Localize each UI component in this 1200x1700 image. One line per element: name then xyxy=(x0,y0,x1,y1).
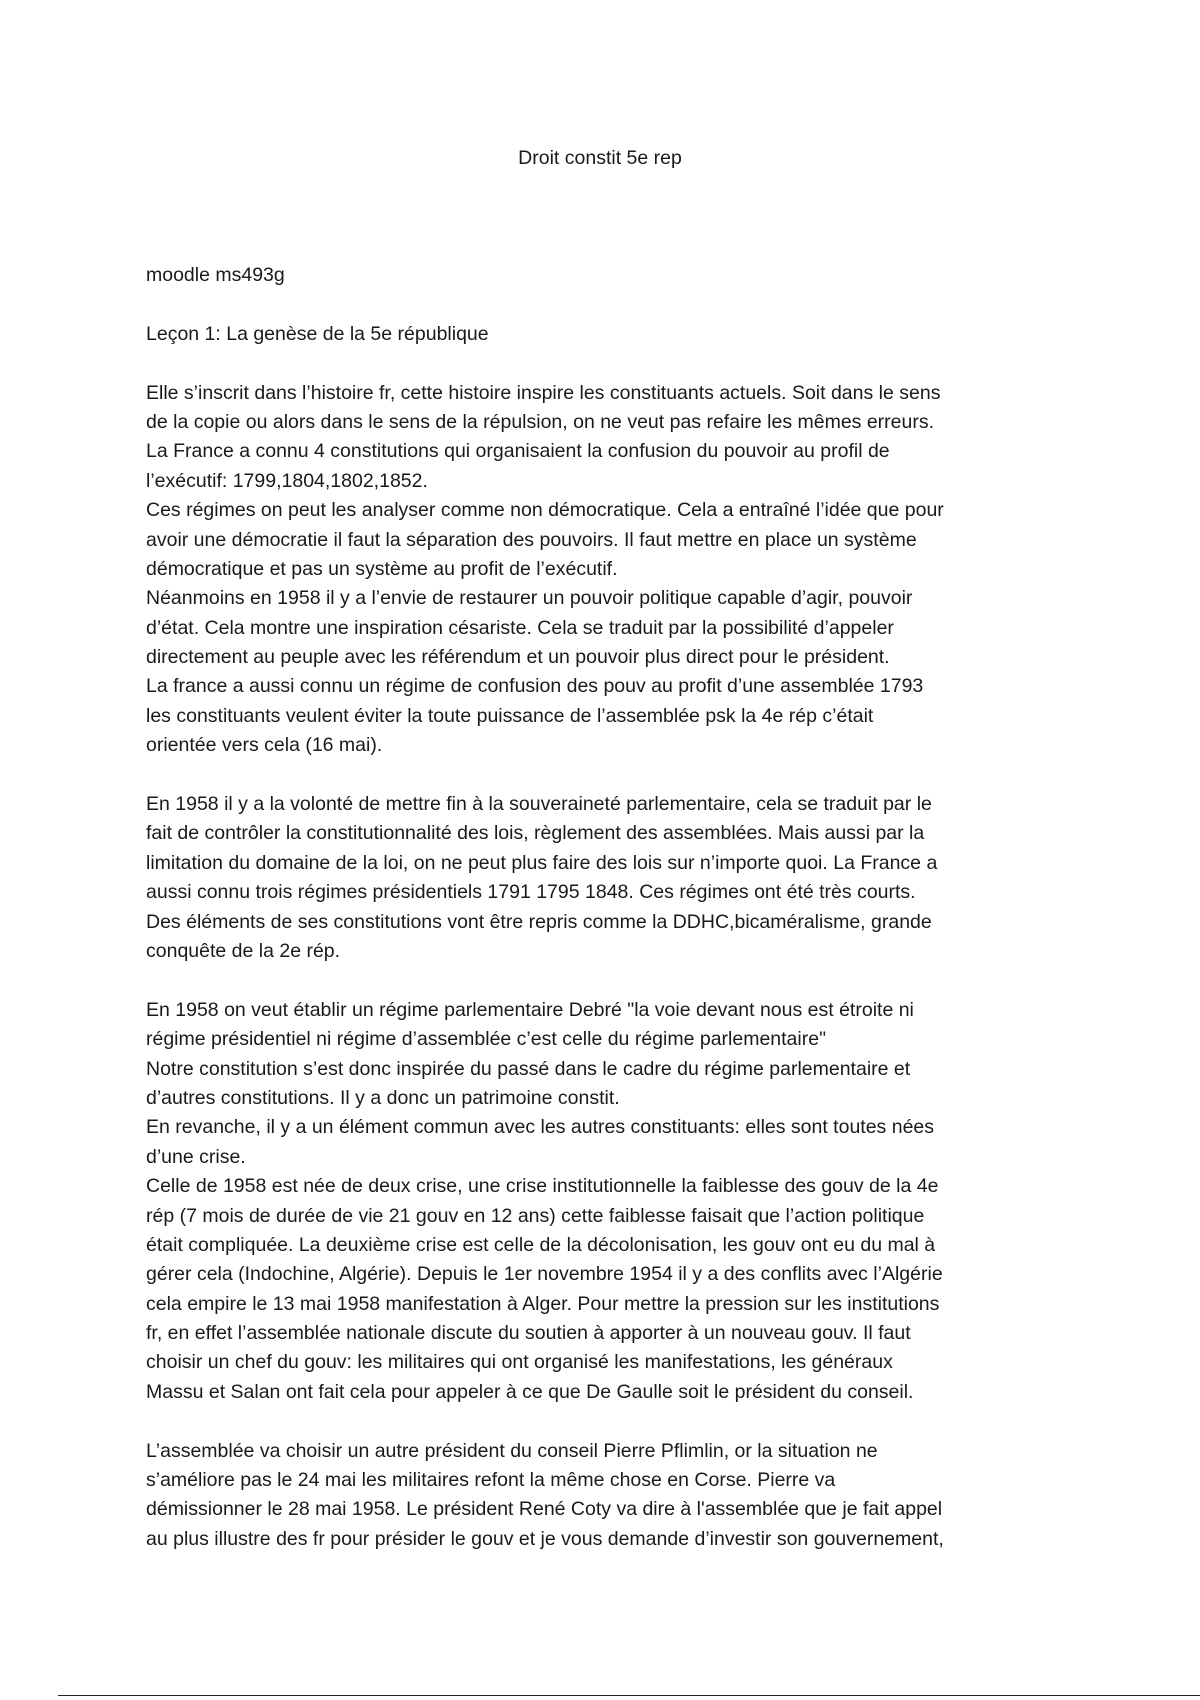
text-line: cela empire le 13 mai 1958 manifestation à Alger. Pour mettre la pression sur les institutions xyxy=(146,1292,940,1315)
text-line: d’une crise. xyxy=(146,1145,246,1168)
text-line: l’exécutif: 1799,1804,1802,1852. xyxy=(146,469,428,492)
text-line: d’autres constitutions. Il y a donc un patrimoine constit. xyxy=(146,1086,620,1109)
text-line: En 1958 il y a la volonté de mettre fin à la souveraineté parlementaire, cela se traduit par le xyxy=(146,793,932,816)
text-line: Des éléments de ses constitutions vont être repris comme la DDHC,bicaméralisme, grande xyxy=(146,910,932,933)
text-line: de la copie ou alors dans le sens de la répulsion, on ne veut pas refaire les mêmes erreurs. xyxy=(146,410,935,433)
paragraph-gap xyxy=(146,966,1076,995)
paragraph-gap xyxy=(146,761,1076,790)
paragraph-gap xyxy=(146,349,1076,378)
text-line: La france a aussi connu un régime de confusion des pouv au profit d’une assemblée 1793 xyxy=(146,675,924,698)
text-line: Ces régimes on peut les analyser comme non démocratique. Cela a entraîné l’idée que pour xyxy=(146,499,944,522)
text-line: démocratique et pas un système au profit de l’exécutif. xyxy=(146,557,618,580)
text-line: orientée vers cela (16 mai). xyxy=(146,734,383,757)
text-line: directement au peuple avec les référendum et un pouvoir plus direct pour le président. xyxy=(146,646,890,669)
text-line: fr, en effet l’assemblée nationale discute du soutien à apporter à un nouveau gouv. Il faut xyxy=(146,1322,911,1345)
text-line: aussi connu trois régimes présidentiels 1791 1795 1848. Ces régimes ont été très courts. xyxy=(146,881,916,904)
text-line: choisir un chef du gouv: les militaires qui ont organisé les manifestations, les généraux xyxy=(146,1351,893,1374)
paragraph-gap xyxy=(146,1407,1076,1436)
text-line: démissionner le 28 mai 1958. Le président René Coty va dire à l'assemblée que je fait appel xyxy=(146,1498,943,1521)
paragraph xyxy=(146,1437,1076,1555)
text-line: était compliquée. La deuxième crise est celle de la décolonisation, les gouv ont eu du mal à xyxy=(146,1233,936,1256)
text-line: Massu et Salan ont fait cela pour appeler à ce que De Gaulle soit le président du conseil. xyxy=(146,1380,914,1403)
page-divider xyxy=(58,1695,1200,1696)
text-line: L’assemblée va choisir un autre président du conseil Pierre Pflimlin, or la situation ne xyxy=(146,1439,878,1462)
text-line: Leçon 1: La genèse de la 5e république xyxy=(146,322,489,345)
text-line: La France a connu 4 constitutions qui organisaient la confusion du pouvoir au profil de xyxy=(146,440,890,463)
text-line: Celle de 1958 est née de deux crise, une crise institutionnelle la faiblesse des gouv de la 4e xyxy=(146,1175,939,1198)
text-line: fait de contrôler la constitutionnalité des lois, règlement des assemblées. Mais aussi par la xyxy=(146,822,925,845)
text-line: moodle ms493g xyxy=(146,264,285,286)
text-line: régime présidentiel ni régime d’assemblée c’est celle du régime parlementaire" xyxy=(146,1028,826,1051)
text-line: limitation du domaine de la loi, on ne peut plus faire des lois sur n’importe quoi. La France a xyxy=(146,851,938,874)
paragraph xyxy=(146,320,1076,349)
paragraph xyxy=(146,996,1076,1407)
paragraph xyxy=(146,261,1076,290)
text-line: avoir une démocratie il faut la séparation des pouvoirs. Il faut mettre en place un système xyxy=(146,528,917,551)
paragraph-gap xyxy=(146,290,1076,319)
page-title: Droit constit 5e rep xyxy=(518,147,682,169)
text-line: conquête de la 2e rép. xyxy=(146,939,341,962)
text-line: Notre constitution s’est donc inspirée du passé dans le cadre du régime parlementaire et xyxy=(146,1057,911,1080)
text-line: gérer cela (Indochine, Algérie). Depuis le 1er novembre 1954 il y a des conflits avec l’Algérie xyxy=(146,1263,943,1286)
text-line: Elle s’inscrit dans l’histoire fr, cette histoire inspire les constituants actuels. Soit dans le sens xyxy=(146,381,941,404)
paragraph xyxy=(146,790,1076,966)
document-body xyxy=(146,261,1076,1554)
text-line: En 1958 on veut établir un régime parlementaire Debré "la voie devant nous est étroite ni xyxy=(146,998,914,1021)
paragraph xyxy=(146,379,1076,761)
text-line: au plus illustre des fr pour présider le gouv et je vous demande d’investir son gouvernement, xyxy=(146,1527,944,1550)
text-line: En revanche, il y a un élément commun avec les autres constituants: elles sont toutes nées xyxy=(146,1116,935,1139)
text-line: les constituants veulent éviter la toute puissance de l’assemblée psk la 4e rép c’était xyxy=(146,704,874,727)
text-line: d’état. Cela montre une inspiration césariste. Cela se traduit par la possibilité d’appeler xyxy=(146,616,894,639)
text-line: rép (7 mois de durée de vie 21 gouv en 12 ans) cette faiblesse faisait que l’action politique xyxy=(146,1204,925,1227)
text-line: Néanmoins en 1958 il y a l’envie de restaurer un pouvoir politique capable d’agir, pouvoir xyxy=(146,587,913,610)
text-line: s’améliore pas le 24 mai les militaires refont la même chose en Corse. Pierre va xyxy=(146,1469,836,1492)
